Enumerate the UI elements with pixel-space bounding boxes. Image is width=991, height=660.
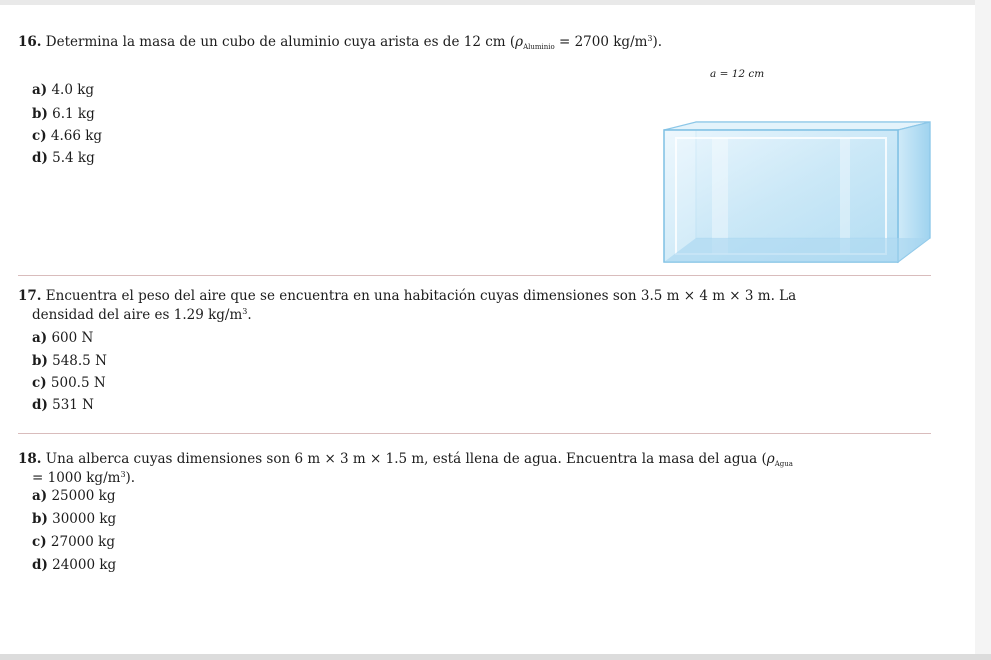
cube-edge-label: a = 12 cm xyxy=(710,68,765,80)
page-right-edge xyxy=(975,0,991,660)
question-18-number: 18. xyxy=(18,451,42,467)
option-letter: b) xyxy=(32,511,48,527)
rho-symbol: ρ xyxy=(515,34,524,50)
q16-option-d[interactable] xyxy=(32,149,95,167)
q16-option-c[interactable] xyxy=(32,127,102,145)
period: . xyxy=(247,307,252,323)
q16-option-a[interactable] xyxy=(32,81,94,99)
rho-subscript: Aluminio xyxy=(523,43,555,51)
page-top-edge xyxy=(0,0,991,5)
exponent: 3 xyxy=(120,470,126,479)
option-value: 27000 kg xyxy=(50,534,115,550)
option-value: 25000 kg xyxy=(51,488,116,504)
option-letter: d) xyxy=(32,397,48,413)
question-18-text-line1 xyxy=(18,450,793,470)
question-17-body: Encuentra el peso del aire que se encuentra en una habitación cuyas dimensiones son 3.5 m × 4 m × 3 m. La xyxy=(45,288,797,304)
question-17-text-line1 xyxy=(18,287,796,305)
option-value: 24000 kg xyxy=(52,557,117,573)
question-17-density: densidad del aire es 1.29 kg/m xyxy=(32,307,243,323)
cube-top-face xyxy=(664,122,930,130)
option-value: 30000 kg xyxy=(52,511,117,527)
cube-reflection xyxy=(840,138,850,254)
close-paren: ). xyxy=(652,34,663,50)
option-value: 531 N xyxy=(52,397,94,413)
option-value: 500.5 N xyxy=(50,375,106,391)
rho-symbol: ρ xyxy=(766,451,775,467)
q17-option-d[interactable] xyxy=(32,396,94,414)
option-value: 548.5 N xyxy=(52,353,107,369)
cube-reflection xyxy=(712,138,728,254)
option-letter: a) xyxy=(32,330,48,346)
q18-option-d[interactable] xyxy=(32,556,116,574)
question-18-text-line2 xyxy=(32,469,135,489)
q18-option-b[interactable] xyxy=(32,510,116,528)
question-16-text xyxy=(18,33,662,53)
cube-bottom-face xyxy=(664,238,930,262)
separator-line xyxy=(18,433,931,434)
option-value: 6.1 kg xyxy=(52,106,95,122)
option-letter: d) xyxy=(32,557,48,573)
page-bottom-edge xyxy=(0,654,991,660)
exponent: 3 xyxy=(242,307,248,316)
option-letter: a) xyxy=(32,82,48,98)
q17-option-b[interactable] xyxy=(32,352,107,370)
option-value: 4.66 kg xyxy=(50,128,103,144)
density-value: = 2700 kg/m xyxy=(554,34,648,50)
option-value: 5.4 kg xyxy=(52,150,95,166)
option-letter: c) xyxy=(32,375,47,391)
option-letter: c) xyxy=(32,534,47,550)
question-16-body: Determina la masa de un cubo de aluminio cuya arista es de 12 cm ( xyxy=(45,34,516,50)
question-17-text-line2 xyxy=(32,306,252,326)
option-letter: b) xyxy=(32,106,48,122)
option-letter: c) xyxy=(32,128,47,144)
option-letter: b) xyxy=(32,353,48,369)
exponent: 3 xyxy=(647,34,653,43)
question-17-number: 17. xyxy=(18,288,42,304)
separator-line xyxy=(18,275,931,276)
option-value: 4.0 kg xyxy=(51,82,95,98)
q18-option-c[interactable] xyxy=(32,533,115,551)
q17-option-c[interactable] xyxy=(32,374,106,392)
q18-option-a[interactable] xyxy=(32,487,116,505)
option-value: 600 N xyxy=(51,330,94,346)
question-18-body: Una alberca cuyas dimensiones son 6 m × 3 m × 1.5 m, está llena de agua. Encuentra la masa del agua ( xyxy=(45,451,767,467)
option-letter: a) xyxy=(32,488,48,504)
close-paren: ). xyxy=(125,470,136,486)
aluminum-cube-figure xyxy=(662,120,936,264)
question-16-number: 16. xyxy=(18,34,42,50)
rho-subscript: Agua xyxy=(774,460,793,468)
q17-option-a[interactable] xyxy=(32,329,93,347)
q16-option-b[interactable] xyxy=(32,105,95,123)
option-letter: d) xyxy=(32,150,48,166)
question-18-density: = 1000 kg/m xyxy=(32,470,121,486)
